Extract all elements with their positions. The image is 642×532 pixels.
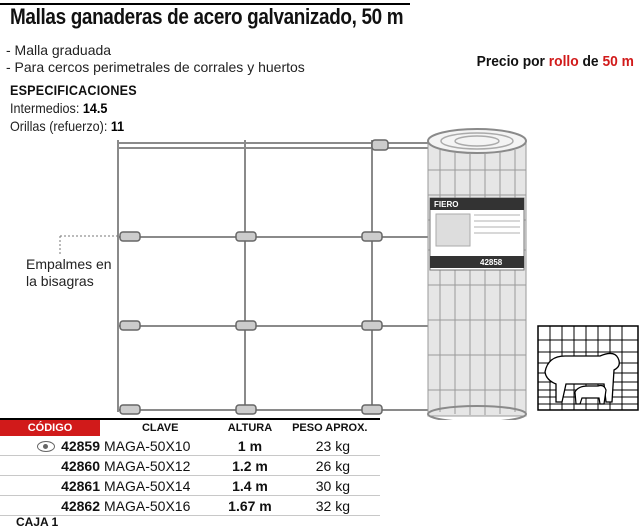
mesh-vertical-wires: [118, 140, 372, 412]
header-peso: PESO APROX.: [280, 419, 380, 436]
header-clave: CLAVE: [100, 419, 220, 436]
specs-heading: ESPECIFICACIONES: [10, 82, 137, 98]
roll-code: 42858: [480, 258, 503, 267]
spec-orillas-label: Orillas (refuerzo):: [10, 118, 108, 134]
row-code-cell: [0, 436, 100, 456]
row-code: 42860: [0, 456, 100, 476]
row-altura: 1.2 m: [220, 456, 279, 476]
mesh-roll: [428, 129, 526, 420]
box-quantity: CAJA 1: [16, 515, 59, 529]
header-codigo: CÓDIGO: [0, 419, 100, 436]
header-altura: ALTURA: [220, 419, 279, 436]
eye-icon[interactable]: [37, 441, 55, 452]
row-peso: 26 kg: [280, 456, 380, 476]
table-row: [0, 436, 380, 456]
price-unit: rollo: [548, 53, 579, 70]
price-prefix: Precio por: [476, 53, 549, 70]
bullet-graduated: - Malla graduada: [6, 42, 112, 58]
callout-line-2: la bisagras: [26, 273, 94, 289]
page-title: Mallas ganaderas de acero galvanizado, 50 m: [10, 4, 404, 29]
row-altura: 1.4 m: [220, 476, 279, 496]
mesh-horizontal-wires: [118, 143, 430, 410]
spec-intermedios-value: 14.5: [82, 100, 108, 116]
table-row: [0, 496, 380, 516]
row-clave: MAGA-50X14: [100, 476, 220, 496]
table-row: [0, 476, 380, 496]
row-clave: MAGA-50X16: [100, 496, 220, 516]
callout-line-1: Empalmes en: [26, 256, 112, 272]
spec-orillas-value: 11: [110, 118, 125, 134]
row-peso: 32 kg: [280, 496, 380, 516]
row-peso: 23 kg: [280, 436, 380, 456]
row-clave: MAGA-50X12: [100, 456, 220, 476]
bullet-use: - Para cercos perimetrales de corrales y huertos: [6, 59, 305, 75]
price-length: 50 m: [602, 53, 634, 70]
row-peso: 30 kg: [280, 476, 380, 496]
spec-intermedios-label: Intermedios:: [10, 100, 80, 116]
hinge-knots: [120, 140, 388, 414]
row-altura: 1 m: [220, 436, 279, 456]
table-row: [0, 456, 380, 476]
graduated-mesh-diagram: [538, 326, 638, 410]
price-mid: de: [578, 53, 603, 70]
table-header: [0, 419, 380, 436]
hinge-callout: [26, 256, 112, 290]
product-table: [0, 418, 380, 516]
row-code: 42859: [61, 437, 100, 454]
row-clave: MAGA-50X10: [100, 436, 220, 456]
roll-brand: FIERO: [434, 200, 459, 209]
row-code: 42862: [0, 496, 100, 516]
row-code: 42861: [0, 476, 100, 496]
row-altura: 1.67 m: [220, 496, 279, 516]
roll-label: [430, 198, 524, 270]
callout-leader: [60, 236, 120, 254]
